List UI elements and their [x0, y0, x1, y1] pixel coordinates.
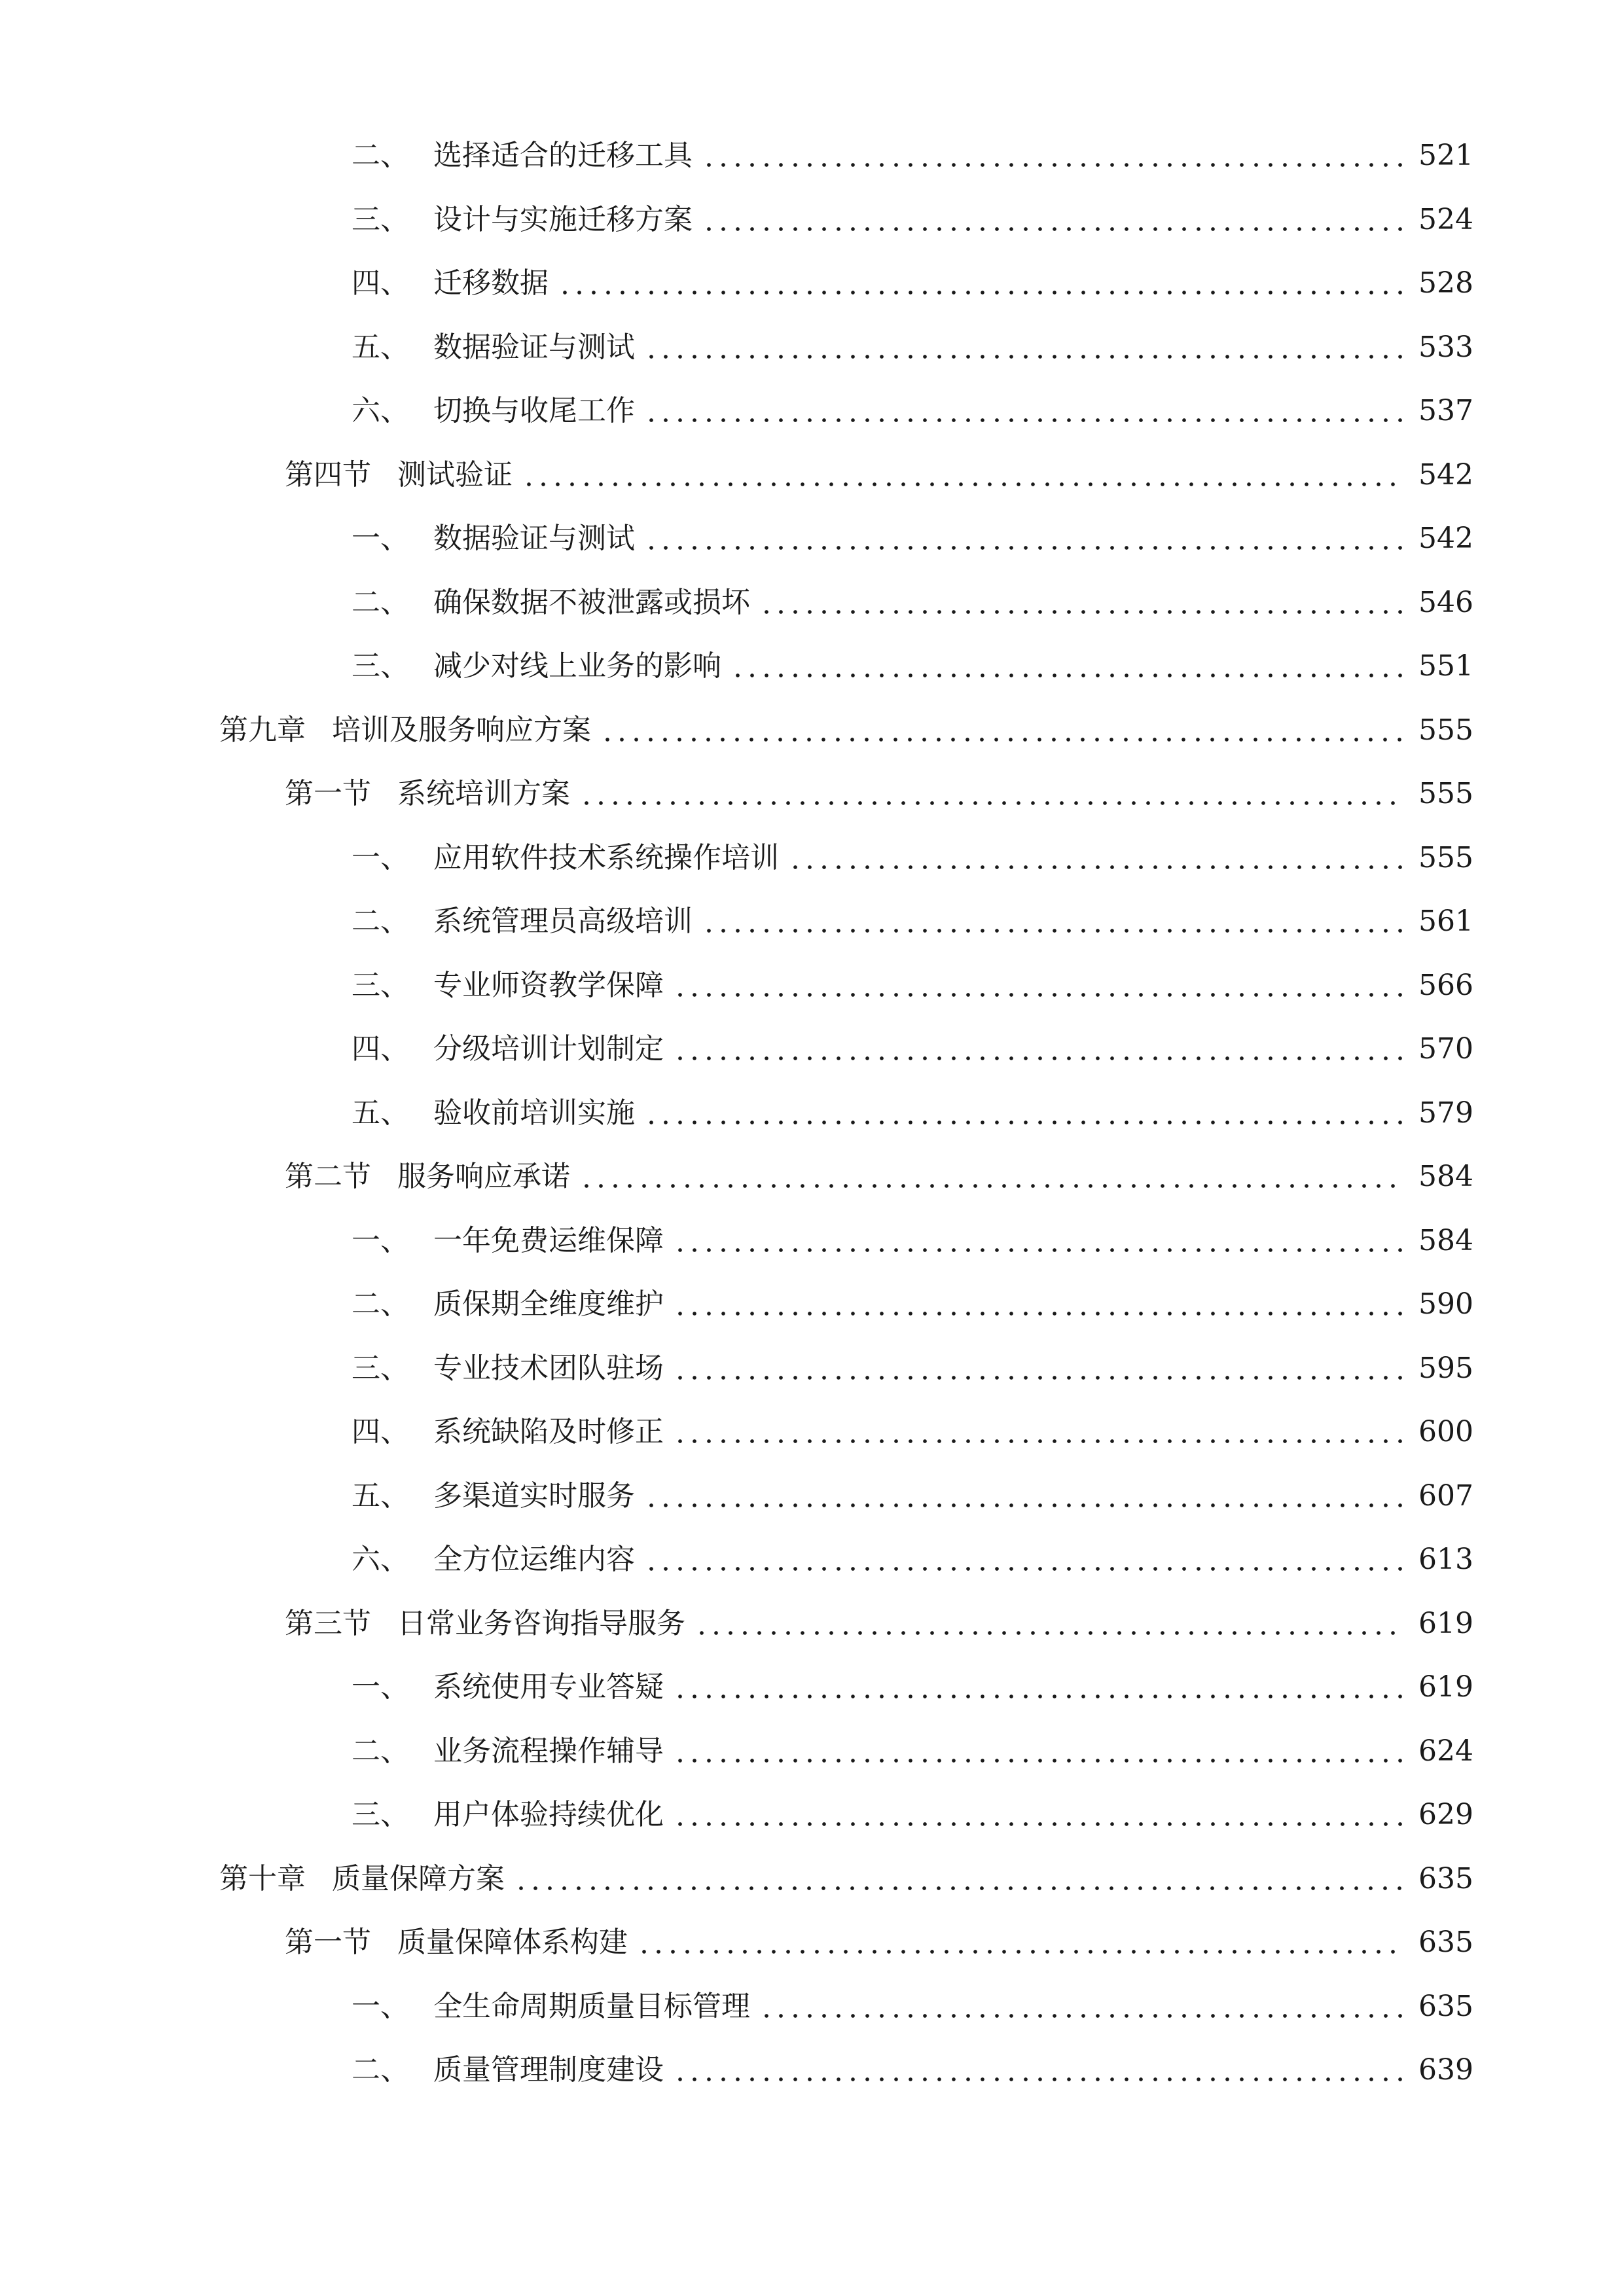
toc-entry-number: 四、: [352, 1032, 409, 1066]
toc-entry-title: 切换与收尾工作: [433, 394, 635, 427]
toc-entry-title: 迁移数据: [433, 266, 549, 300]
toc-entry-number: 一、: [352, 1670, 409, 1704]
toc-entry-title: 质量保障方案: [332, 1861, 505, 1895]
toc-entry-title: 全生命周期质量目标管理: [433, 1989, 750, 2023]
toc-entry-page-number: 546: [1418, 585, 1473, 619]
toc-entry-page-number: 635: [1418, 1926, 1473, 1959]
dot-leader: [759, 1984, 1403, 2030]
toc-entry-title: 减少对线上业务的影响: [433, 649, 721, 683]
dot-leader: [788, 835, 1403, 881]
toc-entry[interactable]: [352, 133, 1473, 179]
toc-entry-number: 第一节: [285, 1926, 371, 1959]
toc-entry-number: 五、: [352, 330, 409, 364]
toc-entry[interactable]: [352, 388, 1473, 434]
toc-entry[interactable]: [352, 835, 1473, 881]
toc-entry-page-number: 537: [1418, 394, 1473, 427]
toc-entry-title: 全方位运维内容: [433, 1543, 635, 1576]
toc-entry-page-number: 619: [1418, 1606, 1473, 1640]
toc-entry[interactable]: [352, 2047, 1473, 2093]
toc-entry[interactable]: [352, 516, 1473, 562]
dot-leader: [579, 771, 1403, 817]
dot-leader: [673, 1664, 1403, 1710]
toc-entry-number: 六、: [352, 394, 409, 427]
dot-leader: [637, 1920, 1403, 1965]
dot-leader: [673, 1282, 1403, 1327]
toc-entry[interactable]: [352, 1218, 1473, 1264]
toc-entry[interactable]: [219, 708, 1473, 753]
toc-entry-page-number: 635: [1418, 1861, 1473, 1895]
toc-entry-number: 二、: [352, 905, 409, 938]
toc-entry-number: 四、: [352, 266, 409, 300]
dot-leader: [644, 516, 1403, 562]
toc-entry-number: 二、: [352, 585, 409, 619]
toc-entry-title: 专业师资教学保障: [433, 968, 664, 1002]
toc-entry-title: 培训及服务响应方案: [332, 713, 591, 747]
toc-entry[interactable]: [352, 899, 1473, 944]
toc-entry[interactable]: [352, 1346, 1473, 1391]
toc-entry-number: 三、: [352, 968, 409, 1002]
toc-entry[interactable]: [285, 771, 1473, 817]
dot-leader: [731, 643, 1403, 689]
dot-leader: [702, 133, 1403, 179]
toc-entry[interactable]: [285, 1154, 1473, 1200]
toc-entry-page-number: 607: [1418, 1479, 1473, 1513]
toc-entry-page-number: 619: [1418, 1670, 1473, 1704]
toc-entry-number: 三、: [352, 649, 409, 683]
dot-leader: [702, 197, 1403, 243]
toc-entry-page-number: 590: [1418, 1287, 1473, 1321]
toc-entry-title: 专业技术团队驻场: [433, 1351, 664, 1385]
toc-entry-title: 选择适合的迁移工具: [433, 139, 693, 172]
toc-entry-number: 一、: [352, 522, 409, 555]
toc-entry-title: 数据验证与测试: [433, 522, 635, 555]
toc-entry-page-number: 555: [1418, 713, 1473, 747]
toc-entry[interactable]: [352, 1984, 1473, 2030]
dot-leader: [644, 325, 1403, 370]
toc-entry[interactable]: [352, 1664, 1473, 1710]
dot-leader: [522, 452, 1403, 498]
toc-entry-page-number: 579: [1418, 1096, 1473, 1130]
toc-entry-page-number: 635: [1418, 1989, 1473, 2023]
toc-entry-number: 第三节: [285, 1606, 371, 1640]
dot-leader: [644, 388, 1403, 434]
toc-entry-page-number: 570: [1418, 1032, 1473, 1066]
toc-entry-title: 验收前培训实施: [433, 1096, 635, 1130]
toc-entry-page-number: 584: [1418, 1223, 1473, 1257]
toc-entry-page-number: 542: [1418, 522, 1473, 555]
toc-entry[interactable]: [352, 963, 1473, 1009]
toc-entry-title: 系统管理员高级培训: [433, 905, 693, 938]
toc-entry-number: 五、: [352, 1479, 409, 1513]
toc-entry-title: 设计与实施迁移方案: [433, 202, 693, 236]
dot-leader: [673, 1792, 1403, 1838]
toc-entry-page-number: 555: [1418, 777, 1473, 810]
toc-entry-page-number: 629: [1418, 1798, 1473, 1831]
dot-leader: [644, 1473, 1403, 1519]
toc-entry-page-number: 521: [1418, 139, 1473, 172]
dot-leader: [644, 1090, 1403, 1136]
toc-entry[interactable]: [352, 325, 1473, 370]
dot-leader: [673, 1218, 1403, 1264]
toc-entry-title: 测试验证: [397, 457, 513, 492]
dot-leader: [673, 1409, 1403, 1455]
toc-entry-number: 六、: [352, 1543, 409, 1576]
toc-entry-title: 业务流程操作辅导: [433, 1734, 664, 1768]
toc-entry[interactable]: [352, 1473, 1473, 1519]
toc-entry-title: 确保数据不被泄露或损坏: [433, 585, 750, 619]
toc-entry-title: 一年免费运维保障: [433, 1223, 664, 1257]
toc-entry-number: 三、: [352, 1351, 409, 1385]
toc-entry-page-number: 613: [1418, 1543, 1473, 1576]
toc-entry-title: 分级培训计划制定: [433, 1032, 664, 1066]
toc-entry-title: 日常业务咨询指导服务: [397, 1606, 685, 1640]
toc-entry[interactable]: [352, 580, 1473, 626]
toc-entry-number: 四、: [352, 1415, 409, 1448]
toc-entry-title: 质保期全维度维护: [433, 1287, 664, 1321]
dot-leader: [702, 899, 1403, 944]
toc-entry-page-number: 533: [1418, 330, 1473, 364]
toc-entry-title: 系统缺陷及时修正: [433, 1415, 664, 1448]
toc-entry-title: 服务响应承诺: [397, 1160, 570, 1193]
toc-entry-title: 多渠道实时服务: [433, 1479, 635, 1513]
toc-entry-number: 二、: [352, 2053, 409, 2087]
toc-entry-number: 五、: [352, 1096, 409, 1130]
toc-entry-page-number: 555: [1418, 840, 1473, 874]
dot-leader: [673, 2047, 1403, 2093]
toc-entry[interactable]: [352, 197, 1473, 243]
dot-leader: [579, 1154, 1403, 1200]
toc-entry-number: 第九章: [219, 713, 306, 747]
toc-entry[interactable]: [285, 1601, 1473, 1647]
toc-entry-page-number: 584: [1418, 1160, 1473, 1193]
toc-entry-number: 三、: [352, 202, 409, 236]
toc-entry-title: 系统培训方案: [397, 777, 570, 810]
toc-entry-number: 二、: [352, 1734, 409, 1768]
toc-entry-title: 质量管理制度建设: [433, 2053, 664, 2087]
toc-entry-title: 应用软件技术系统操作培训: [433, 840, 779, 874]
toc-entry[interactable]: [352, 1537, 1473, 1583]
toc-entry[interactable]: [352, 643, 1473, 689]
toc-entry-page-number: 551: [1418, 649, 1473, 683]
toc-entry[interactable]: [352, 1792, 1473, 1838]
toc-entry-page-number: 639: [1418, 2053, 1473, 2087]
toc-entry-number: 二、: [352, 139, 409, 172]
toc-entry[interactable]: [285, 1920, 1473, 1965]
dot-leader: [759, 580, 1403, 626]
toc-entry[interactable]: [352, 1729, 1473, 1774]
dot-leader: [695, 1601, 1403, 1647]
toc-entry[interactable]: [219, 1856, 1473, 1902]
toc-entry-title: 质量保障体系构建: [397, 1926, 628, 1959]
dot-leader: [673, 1729, 1403, 1774]
toc-entry-number: 第一节: [285, 777, 371, 810]
toc-entry[interactable]: [352, 1090, 1473, 1136]
toc-entry-page-number: 566: [1418, 968, 1473, 1002]
toc-entry-number: 二、: [352, 1287, 409, 1321]
toc-entry-number: 第二节: [285, 1160, 371, 1193]
toc-entry-title: 用户体验持续优化: [433, 1798, 664, 1831]
toc-entry-number: 一、: [352, 840, 409, 874]
toc-entry-title: 数据验证与测试: [433, 330, 635, 364]
toc-entry[interactable]: [285, 452, 1473, 498]
toc-entry-page-number: 595: [1418, 1351, 1473, 1385]
toc-entry[interactable]: [352, 260, 1473, 306]
toc-entry[interactable]: [352, 1409, 1473, 1455]
dot-leader: [514, 1856, 1403, 1902]
toc-entry-page-number: 624: [1418, 1734, 1473, 1768]
dot-leader: [673, 963, 1403, 1009]
toc-entry-number: 三、: [352, 1798, 409, 1831]
toc-entry-title: 系统使用专业答疑: [433, 1670, 664, 1704]
dot-leader: [558, 260, 1403, 306]
toc-entry-number: 一、: [352, 1223, 409, 1257]
toc-entry-page-number: 528: [1418, 266, 1473, 300]
toc-entry-number: 第四节: [285, 457, 371, 492]
dot-leader: [644, 1537, 1403, 1583]
toc-entry-page-number: 542: [1418, 457, 1473, 492]
toc-entry-page-number: 561: [1418, 905, 1473, 938]
dot-leader: [600, 708, 1403, 753]
toc-entry-page-number: 524: [1418, 202, 1473, 236]
dot-leader: [673, 1026, 1403, 1072]
toc-entry[interactable]: [352, 1282, 1473, 1327]
toc-entry-page-number: 600: [1418, 1415, 1473, 1448]
toc-entry[interactable]: [352, 1026, 1473, 1072]
toc-entry-number: 一、: [352, 1989, 409, 2023]
dot-leader: [673, 1346, 1403, 1391]
toc-entry-number: 第十章: [219, 1861, 306, 1895]
